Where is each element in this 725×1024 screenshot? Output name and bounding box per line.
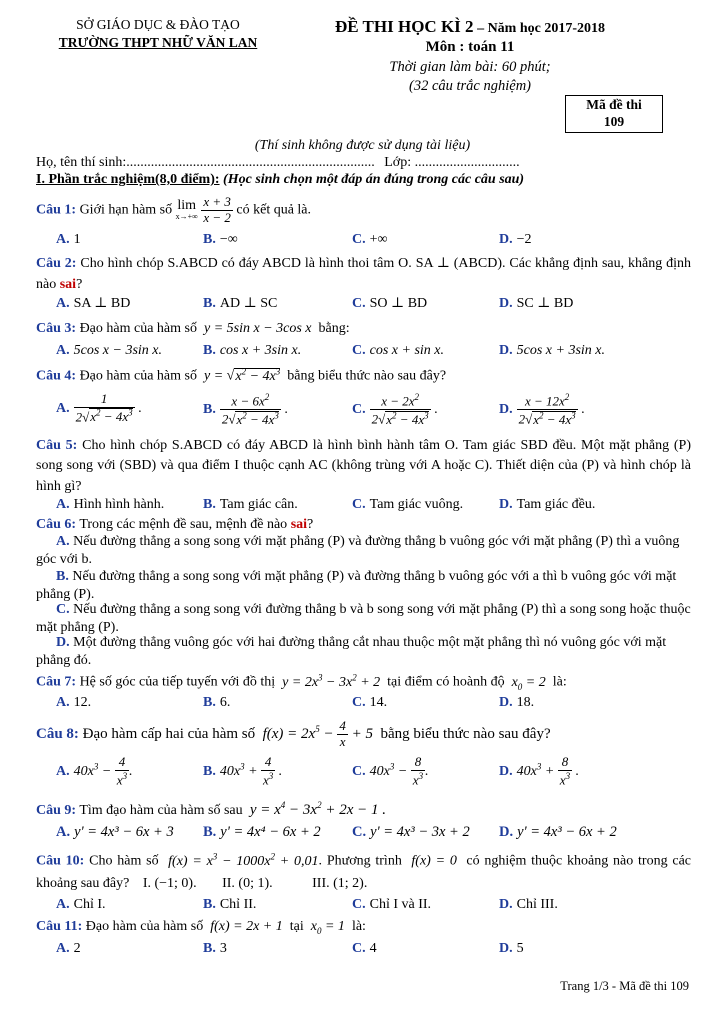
option-text: Hình hình hành. — [73, 497, 165, 512]
question-text-end: là: — [351, 919, 366, 934]
option-letter: C. — [56, 602, 70, 617]
question-label: Câu 9: — [36, 803, 77, 818]
option-letter: D. — [56, 635, 70, 650]
question-text: Hệ số góc của tiếp tuyến với đồ thị — [79, 674, 276, 690]
question-text: Cho hình chóp S.ABCD có đáy ABCD là hình bình hành tâm O. Tam giác SBD đều. Một mặt phẳng (P) song song với (SBD) và qua điểm I thuộc cạnh AC (không trùng với A hoặc C). Thiết diện của (P) và hình chóp là hình gì? — [36, 438, 692, 494]
option-text: cos x + sin x. — [369, 343, 444, 358]
option-text: y' = 4x³ − 6x + 2 — [517, 824, 617, 840]
option-c[interactable] — [352, 755, 429, 788]
option-text: 5cos x + 3sin x. — [516, 343, 605, 358]
option-a[interactable] — [56, 694, 91, 712]
option-text: cos x + 3sin x. — [219, 343, 302, 358]
option-text: 3 — [219, 941, 227, 956]
option-math: $40x^3$ − $\frac{4}{x^3}$ . — [73, 754, 133, 788]
question-emphasis: sai — [290, 517, 308, 532]
question-7 — [36, 672, 691, 693]
question-label: Câu 11: — [36, 919, 83, 934]
math-expression: $y = x^4 - 3x^2 + 2x - 1$ . — [246, 800, 386, 818]
question-9 — [36, 800, 691, 821]
option-letter: D. — [499, 763, 513, 779]
option-b[interactable]: B. $\frac{x - 6x^2}{2√x^2 - 4x^3}$ . — [203, 392, 288, 427]
option-letter: A. — [56, 343, 70, 358]
option-letter: A. — [56, 534, 70, 549]
exam-year: – Năm học 2017-2018 — [473, 21, 605, 36]
option-text: SO ⊥ BD — [369, 296, 428, 311]
exam-time: Thời gian làm bài: 60 phút; — [389, 58, 551, 75]
option-letter: B. — [203, 343, 216, 358]
question-end: ? — [307, 517, 314, 532]
math-expression: $x_0 = 1$ — [307, 919, 349, 936]
option-letter: D. — [499, 897, 513, 912]
option-b[interactable] — [203, 896, 256, 914]
math-expression: f(x) = 2x + 1 — [206, 919, 287, 934]
option-letter: A. — [56, 897, 70, 912]
question-text: Đạo hàm của hàm số — [85, 919, 204, 934]
question-end: ? — [76, 277, 83, 292]
question-label: Câu 1: — [36, 202, 77, 218]
question-4 — [36, 366, 691, 386]
option-text: Chỉ III. — [516, 897, 558, 912]
statement-c[interactable] — [36, 601, 691, 637]
option-letter: B. — [203, 824, 217, 840]
option-text: Chỉ I và II. — [369, 897, 432, 912]
option-math: $40x^3$ + $\frac{4}{x^3}$ . — [219, 754, 283, 788]
question-2 — [36, 253, 691, 295]
option-a[interactable] — [56, 896, 106, 914]
option-d[interactable] — [499, 823, 617, 842]
option-letter: C. — [352, 824, 367, 840]
option-c[interactable] — [352, 940, 377, 958]
option-text: +∞ — [369, 232, 388, 247]
option-b[interactable] — [203, 694, 230, 712]
option-b[interactable] — [203, 940, 227, 958]
exam-subject: Môn : toán 11 — [425, 39, 515, 56]
option-c[interactable]: C. $\frac{x - 2x^2}{2√x^2 - 4x^3}$ . — [352, 392, 438, 427]
option-letter: B. — [203, 695, 216, 710]
interval-ii: II. (0; 1). — [222, 876, 273, 892]
header-right — [320, 16, 620, 95]
question-5 — [36, 436, 691, 497]
option-text: SC ⊥ BD — [516, 296, 574, 311]
section-instruction: (Học sinh chọn một đáp án đúng trong các câu sau) — [223, 172, 525, 187]
option-letter: A. — [56, 296, 70, 311]
option-a[interactable] — [56, 755, 133, 788]
option-text: Chỉ II. — [219, 897, 257, 912]
question-10 — [36, 849, 691, 895]
exam-title-text: ĐỀ THI HỌC KÌ 2 — [335, 17, 474, 36]
question-text-end: là: — [552, 674, 567, 690]
option-d[interactable] — [499, 342, 605, 360]
school-name: TRƯỜNG THPT NHỮ VĂN LAN — [58, 34, 258, 50]
option-letter: A. — [56, 497, 70, 512]
section-title: I. Phần trắc nghiệm(8,0 điểm): — [36, 172, 220, 187]
option-letter: A. — [56, 763, 70, 779]
option-text: −∞ — [219, 232, 238, 247]
fraction: $\frac{x - 6x^2}{2√x^2 - 4x^3}$ — [221, 392, 279, 427]
option-text: Tam giác vuông. — [369, 497, 464, 512]
option-c[interactable] — [352, 694, 387, 712]
option-text: 1 — [73, 232, 81, 247]
option-letter: D. — [499, 343, 513, 358]
question-label: Câu 5: — [36, 438, 78, 453]
question-text: Cho hình chóp S.ABCD có đáy ABCD là hình thoi tâm O. SA ⊥ (ABCD). Các khẳng định sau, khẳng định nào — [36, 256, 692, 292]
question-label: Câu 3: — [36, 321, 77, 336]
option-letter: D. — [499, 401, 513, 417]
option-letter: A. — [56, 824, 71, 840]
option-d[interactable] — [499, 755, 579, 788]
option-letter: A. — [56, 400, 70, 416]
option-letter: C. — [352, 296, 366, 311]
option-a[interactable] — [56, 295, 130, 313]
option-d[interactable]: D. $\frac{x - 12x^2}{2√x^2 - 4x^3}$ . — [499, 392, 585, 427]
question-text: Trong các mệnh đề sau, mệnh đề nào — [79, 517, 288, 532]
option-text: Nếu đường thẳng a song song với đường thẳng b và b song song với mặt phẳng (P) thì a song song hoặc thuộc mặt phẳng (P). — [36, 602, 691, 636]
option-letter: B. — [203, 232, 216, 247]
question-text: Cho hàm số — [89, 853, 159, 869]
question-text: Đạo hàm cấp hai của hàm số — [82, 725, 256, 742]
candidate-class-field: Lớp: .............................. — [384, 155, 520, 170]
option-letter: A. — [56, 232, 70, 247]
option-text: y' = 4x⁴ − 6x + 2 — [220, 824, 321, 840]
question-text: Tìm đạo hàm của hàm số sau — [79, 803, 243, 818]
question-text-end: có kết quả là. — [236, 202, 312, 218]
option-letter: C. — [352, 343, 366, 358]
question-11 — [36, 918, 691, 937]
option-letter: D. — [499, 695, 513, 710]
option-text: 6. — [219, 695, 231, 710]
option-text: 12. — [73, 695, 92, 710]
exam-code-label: Mã đề thi — [586, 97, 642, 112]
option-d[interactable] — [499, 940, 524, 958]
statement-d[interactable] — [36, 634, 691, 670]
option-math: $40x^3$ − $\frac{8}{x^3}$ . — [369, 754, 429, 788]
option-text: Nếu đường thẳng a song song với mặt phẳng (P) và đường thẳng b vuông góc với mặt phẳng (P) thì a vuông góc với b. — [36, 534, 680, 568]
option-letter: C. — [352, 941, 366, 956]
option-letter: A. — [56, 941, 70, 956]
option-text: 4 — [369, 941, 377, 956]
option-text: y' = 4x³ − 6x + 3 — [74, 824, 174, 840]
option-letter: C. — [352, 763, 366, 779]
option-text: 5 — [516, 941, 524, 956]
option-c[interactable] — [352, 896, 431, 914]
question-emphasis: sai — [59, 277, 77, 292]
option-text: Chỉ I. — [73, 897, 106, 912]
statement-a[interactable] — [36, 533, 691, 569]
question-count: (32 câu trắc nghiệm) — [408, 77, 531, 94]
question-text-mid: tại — [289, 919, 304, 934]
option-letter: D. — [499, 497, 513, 512]
option-letter: B. — [203, 497, 216, 512]
option-d[interactable] — [499, 231, 532, 249]
option-letter: A. — [56, 695, 70, 710]
option-b[interactable] — [203, 496, 298, 514]
option-a[interactable] — [56, 940, 81, 958]
candidate-line — [36, 154, 520, 172]
option-letter: C. — [352, 232, 366, 247]
question-1 — [36, 195, 691, 226]
question-label: Câu 2: — [36, 256, 77, 271]
option-text: 5cos x − 3sin x. — [73, 343, 162, 358]
question-text: Đạo hàm của hàm số — [79, 321, 197, 336]
option-text: Tam giác cân. — [219, 497, 298, 512]
option-letter: B. — [203, 763, 216, 779]
question-text: Giới hạn hàm số — [79, 202, 173, 218]
option-text: 2 — [73, 941, 81, 956]
option-c[interactable] — [352, 295, 427, 313]
option-c[interactable] — [352, 823, 470, 842]
option-letter: B. — [203, 941, 216, 956]
option-d[interactable] — [499, 896, 558, 914]
question-text-end: có nghiệm thuộc khoảng nào trong các khoảng sau đây? — [36, 853, 692, 892]
section-heading — [36, 171, 524, 189]
exam-code: 109 — [603, 114, 625, 129]
candidate-name-field: Họ, tên thí sinh:....................................................................... — [36, 155, 375, 170]
option-letter: B. — [203, 401, 216, 417]
fraction: $\frac{x - 2x^2}{2√x^2 - 4x^3}$ — [371, 392, 429, 427]
interval-i: I. (−1; 0). — [142, 876, 197, 892]
option-letter: D. — [499, 941, 513, 956]
option-letter: C. — [352, 401, 366, 417]
fraction: $\frac{1}{2√x^2 - 4x^3}$ — [75, 391, 133, 425]
option-a[interactable] — [56, 231, 81, 249]
option-letter: C. — [352, 897, 366, 912]
question-label: Câu 6: — [36, 517, 77, 532]
math-expression: $y = 2x^3 - 3x^2 + 2$ — [278, 672, 384, 690]
question-label: Câu 4: — [36, 368, 77, 384]
fraction: $\frac{x + 3}{x - 2}$ — [203, 194, 231, 225]
question-text-mid: tại điểm có hoành độ — [387, 674, 505, 690]
question-text: Đạo hàm của hàm số — [79, 368, 197, 384]
option-text: 18. — [516, 695, 535, 710]
option-letter: B. — [203, 897, 216, 912]
page-footer: Trang 1/3 - Mã đề thi 109 — [560, 979, 689, 993]
exam-title — [320, 16, 620, 38]
option-b[interactable] — [203, 295, 277, 313]
math-expression: $y = √x^2 - 4x^3$ — [200, 366, 281, 384]
option-d[interactable] — [499, 295, 573, 313]
option-letter: B. — [56, 569, 69, 584]
notice: (Thí sinh không được sử dụng tài liệu) — [254, 138, 471, 153]
option-a[interactable] — [56, 823, 174, 842]
question-label: Câu 10: — [36, 853, 85, 869]
question-6 — [36, 516, 691, 534]
question-label: Câu 8: — [36, 725, 79, 742]
math-expression: f(x) = 0 — [406, 853, 462, 869]
option-text: 14. — [369, 695, 388, 710]
option-letter: C. — [352, 695, 366, 710]
option-c[interactable] — [352, 231, 388, 249]
statement-b[interactable] — [36, 568, 691, 604]
option-d[interactable] — [499, 496, 595, 514]
option-b[interactable] — [203, 823, 321, 842]
question-text-end: bằng: — [318, 321, 350, 336]
option-b[interactable] — [203, 231, 238, 249]
option-text: Một đường thẳng vuông góc với hai đường thẳng cắt nhau thuộc một mặt phẳng thì nó vuông góc với mặt phẳng đó. — [36, 635, 667, 669]
option-a[interactable] — [56, 342, 162, 360]
option-text: −2 — [516, 232, 532, 247]
department-name: SỞ GIÁO DỤC & ĐÀO TẠO — [76, 17, 240, 32]
option-text: SA ⊥ BD — [73, 296, 131, 311]
option-a[interactable]: A. $\frac{1}{2√x^2 - 4x^3}$ . — [56, 391, 142, 425]
option-c[interactable] — [352, 496, 463, 514]
question-label: Câu 7: — [36, 674, 77, 690]
option-letter: D. — [499, 232, 513, 247]
option-letter: B. — [203, 296, 216, 311]
math-expression: $x_0 = 2$ — [508, 674, 550, 692]
option-a[interactable] — [56, 496, 164, 514]
math-expression: $f(x) = x^3 - 1000x^2 + 0,01$ — [163, 851, 319, 869]
math-expression: $f(x) = 2x^5$ − $\frac{4}{x}$ + 5 — [258, 718, 377, 749]
question-text-end: bằng biểu thức nào sau đây? — [287, 368, 447, 384]
option-letter: D. — [499, 824, 514, 840]
option-text: y' = 4x³ − 3x + 2 — [370, 824, 470, 840]
option-d[interactable] — [499, 694, 534, 712]
header-left — [28, 16, 288, 51]
interval-iii: III. (1; 2). — [312, 876, 368, 892]
option-b[interactable] — [203, 342, 301, 360]
option-text: Tam giác đều. — [516, 497, 596, 512]
option-math: $40x^3$ + $\frac{8}{x^3}$ . — [516, 754, 580, 788]
option-text: Nếu đường thẳng a song song với mặt phẳng (P) và đường thẳng b vuông góc với a thì b vuông góc với mặt phẳng (P). — [36, 569, 677, 603]
question-3 — [36, 320, 691, 338]
fraction: $\frac{x - 12x^2}{2√x^2 - 4x^3}$ — [518, 392, 576, 427]
option-b[interactable] — [203, 755, 282, 788]
option-text: AD ⊥ SC — [219, 296, 278, 311]
option-c[interactable] — [352, 342, 444, 360]
exam-code-box — [565, 95, 663, 133]
option-letter: C. — [352, 497, 366, 512]
limit-expression: lim x→+∞ — [175, 198, 198, 222]
option-letter: D. — [499, 296, 513, 311]
question-text-end: bằng biểu thức nào sau đây? — [380, 725, 551, 742]
question-8 — [36, 719, 691, 750]
question-text-mid: . Phương trình — [318, 853, 402, 869]
math-expression: y = 5sin x − 3cos x — [200, 321, 316, 336]
